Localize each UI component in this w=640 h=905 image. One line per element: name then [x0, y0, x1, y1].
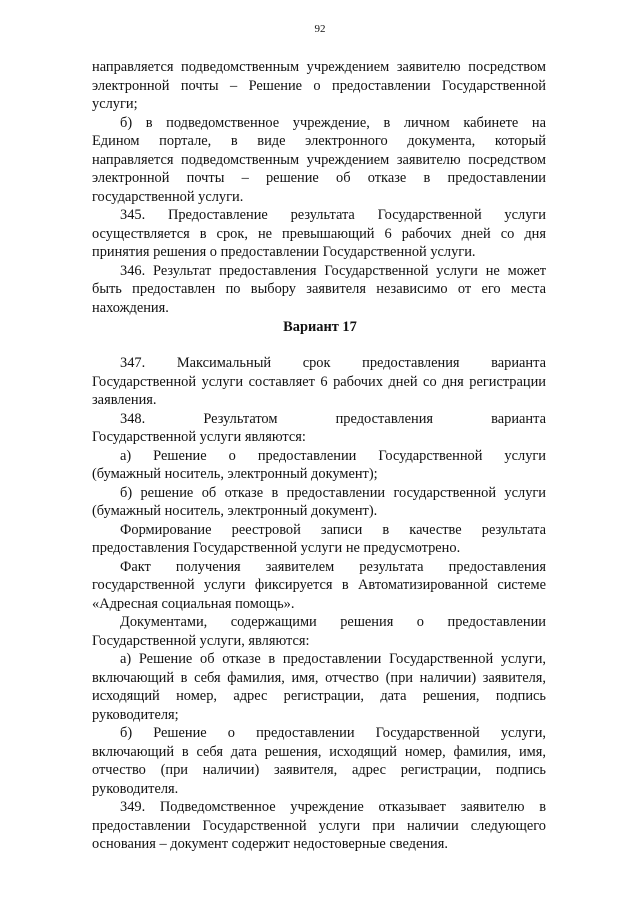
text-line: заявления.: [92, 392, 157, 408]
text-line: осуществляется в срок, не превышающий 6 рабочих дней со дня: [92, 225, 546, 242]
text-block-top: [92, 58, 546, 317]
text-line: предоставления Государственной услуги не предусмотрено.: [92, 540, 461, 556]
text-line: быть предоставлен по выбору заявителя независимо от его места: [92, 281, 546, 297]
text-line: Государственной услуги, являются:: [92, 632, 310, 649]
text-line: предоставлении Государственной услуги при наличии следующего: [92, 817, 546, 834]
text-line: принятия решения о предоставлении Государственной услуги.: [92, 244, 476, 260]
text-line: 345. Предоставление результата Государственной услуги: [120, 207, 546, 223]
text-line: включающий в себя фамилия, имя, отчество (при наличии) заявителя,: [92, 669, 546, 686]
text-line: Государственной услуги составляет 6 рабочих дней со дня регистрации: [92, 373, 546, 390]
section-heading: Вариант 17: [283, 319, 357, 335]
text-line: 349. Подведомственное учреждение отказывает заявителю в: [120, 799, 546, 815]
text-line: б) в подведомственное учреждение, в личном кабинете на: [120, 114, 546, 131]
text-line: Государственной услуги являются:: [92, 429, 306, 445]
text-line: направляется подведомственным учреждением заявителю посредством: [92, 151, 546, 168]
text-line: отчество (при наличии) заявителя, адрес регистрации, подпись: [92, 762, 546, 778]
text-line: направляется подведомственным учреждением заявителю посредством: [92, 59, 546, 75]
text-line: Документами, содержащими решения о предоставлении: [120, 614, 546, 630]
text-line: «Адресная социальная помощь».: [92, 595, 295, 612]
text-line: нахождения.: [92, 299, 169, 316]
page-number: 92: [314, 23, 326, 35]
text-line: 348. Результатом предоставления варианта: [120, 410, 546, 427]
text-line: руководителя;: [92, 706, 179, 723]
text-line: услуги;: [92, 96, 138, 112]
text-line: государственной услуги.: [92, 188, 244, 205]
text-line: б) Решение о предоставлении Государственной услуги,: [120, 725, 546, 741]
text-line: электронной почты – Решение о предоставлении Государственной: [92, 77, 546, 94]
text-line: б) решение об отказе в предоставлении государственной услуги: [120, 484, 546, 501]
text-block-variant: [92, 354, 546, 854]
text-line: (бумажный носитель, электронный документ);: [92, 466, 378, 482]
text-line: 346. Результат предоставления Государственной услуги не может: [120, 262, 546, 279]
text-line: руководителя.: [92, 780, 179, 797]
text-line: Факт получения заявителем результата предоставления: [120, 558, 546, 575]
text-line: государственной услуги фиксируется в Автоматизированной системе: [92, 577, 546, 593]
text-line: исходящий номер, адрес регистрации, дата решения, подпись: [92, 688, 546, 704]
text-line: включающий в себя дата решения, исходящий номер, фамилия, имя,: [92, 743, 546, 760]
text-line: электронной почты – решение об отказе в предоставлении: [92, 170, 546, 186]
text-line: а) Решение об отказе в предоставлении Государственной услуги,: [120, 651, 546, 667]
text-line: основания – документ содержит недостоверные сведения.: [92, 836, 448, 852]
text-line: Едином портале, в виде электронного документа, который: [92, 133, 546, 149]
text-line: а) Решение о предоставлении Государственной услуги: [120, 447, 546, 464]
text-line: (бумажный носитель, электронный документ).: [92, 503, 378, 519]
text-line: 347. Максимальный срок предоставления варианта: [120, 355, 546, 371]
text-line: Формирование реестровой записи в качестве результата: [120, 521, 546, 538]
